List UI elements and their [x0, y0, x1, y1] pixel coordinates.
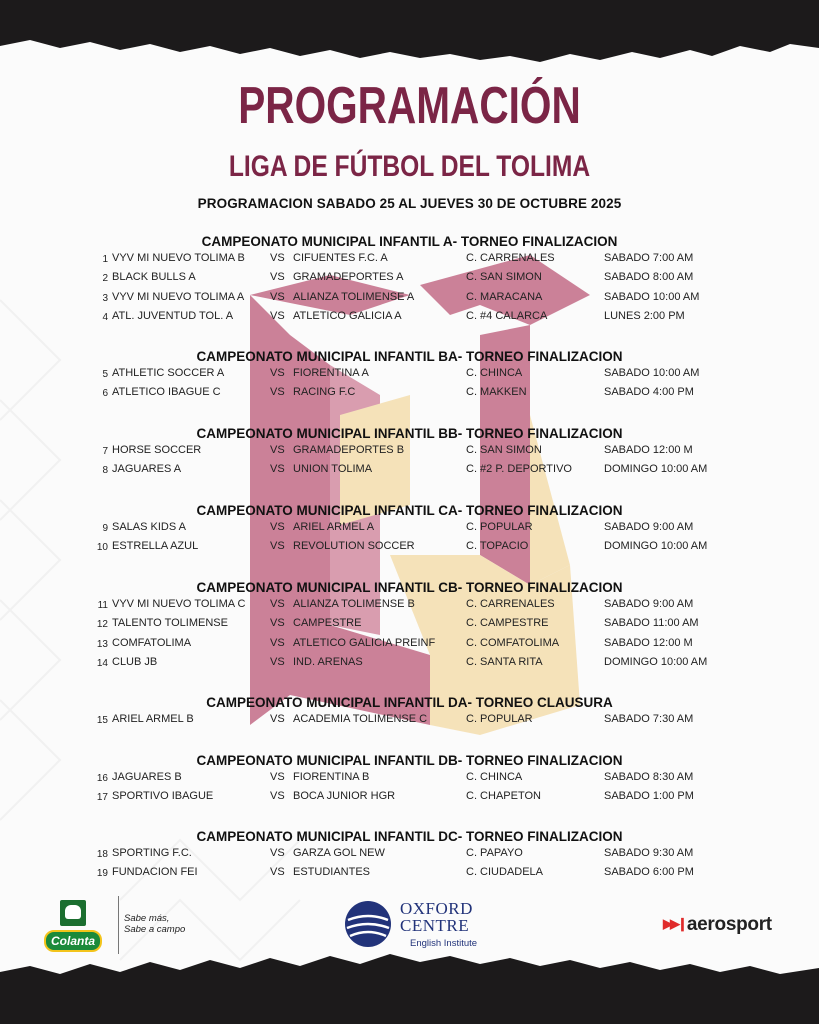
- venue: C. TOPACIO: [466, 540, 529, 553]
- match-time: SABADO 8:00 AM: [604, 271, 694, 284]
- home-team: VYV MI NUEVO TOLIMA C: [112, 598, 246, 610]
- venue: C. PAPAYO: [466, 847, 523, 859]
- colanta-slogan-line2: Sabe a campo: [124, 924, 186, 935]
- versus-label: VS: [270, 463, 285, 476]
- away-team: IND. ARENAS: [293, 655, 363, 668]
- venue: C. COMFATOLIMA: [466, 636, 560, 649]
- tournament-title: CAMPEONATO MUNICIPAL INFANTIL BB- TORNEO FINALIZACION: [196, 426, 623, 441]
- home-team: ATHLETIC SOCCER A: [112, 367, 225, 379]
- home-team: ESTRELLA AZUL: [112, 540, 199, 553]
- oxford-name-line1: OXFORD: [400, 899, 473, 918]
- match-number: 9: [102, 523, 108, 534]
- match-time: LUNES 2:00 PM: [604, 309, 685, 322]
- oxford-name: [400, 900, 473, 934]
- colanta-logo: [44, 900, 114, 954]
- colanta-wordmark: Colanta: [44, 930, 102, 952]
- match-row: [0, 790, 819, 809]
- versus-label: VS: [270, 290, 285, 303]
- home-team: JAGUARES A: [112, 463, 182, 476]
- match-row: [0, 386, 819, 405]
- tournament-title: CAMPEONATO MUNICIPAL INFANTIL CB- TORNEO FINALIZACION: [196, 580, 623, 595]
- versus-label: VS: [270, 444, 285, 456]
- aerosport-name: aerosport: [686, 914, 772, 935]
- versus-label: VS: [270, 790, 285, 803]
- match-number: 18: [96, 849, 108, 860]
- versus-label: VS: [270, 655, 285, 668]
- match-number: 15: [96, 715, 108, 726]
- venue: C. CHINCA: [466, 367, 523, 379]
- match-number: 6: [102, 388, 108, 400]
- versus-label: VS: [270, 617, 285, 630]
- cow-silhouette: [65, 905, 81, 919]
- colanta-slogan: [124, 913, 185, 935]
- versus-label: VS: [270, 367, 285, 379]
- match-time: SABADO 6:00 PM: [604, 866, 694, 879]
- match-number: 5: [102, 369, 108, 380]
- match-number: 12: [96, 619, 108, 631]
- tournament-title: CAMPEONATO MUNICIPAL INFANTIL CA- TORNEO FINALIZACION: [196, 503, 623, 518]
- match-row: [0, 617, 819, 636]
- match-time: SABADO 10:00 AM: [604, 367, 700, 379]
- oxford-name-line2: CENTRE: [400, 916, 470, 935]
- match-time: DOMINGO 10:00 AM: [604, 655, 708, 668]
- match-time: SABADO 1:00 PM: [604, 790, 694, 803]
- sponsor-divider: [118, 896, 119, 954]
- match-row: [0, 771, 819, 790]
- home-team: FUNDACION FEI: [112, 866, 198, 879]
- colanta-slogan-line1: Sabe más,: [124, 913, 170, 924]
- home-team: COMFATOLIMA: [112, 636, 192, 649]
- versus-label: VS: [270, 252, 285, 264]
- match-row: [0, 521, 819, 540]
- match-time: SABADO 9:00 AM: [604, 521, 694, 533]
- versus-label: VS: [270, 271, 285, 284]
- match-number: 1: [102, 254, 108, 265]
- away-team: ATLETICO GALICIA A: [293, 309, 402, 322]
- venue: C. SAN SIMON: [466, 271, 542, 284]
- venue: C. SANTA RITA: [466, 655, 543, 668]
- match-row: [0, 656, 819, 675]
- aerosport-logo: [663, 914, 772, 936]
- home-team: SPORTIVO IBAGUE: [112, 790, 214, 803]
- match-number: 3: [102, 292, 108, 304]
- match-row: [0, 444, 819, 463]
- away-team: ARIEL ARMEL A: [293, 521, 375, 533]
- match-row: [0, 637, 819, 656]
- match-row: [0, 598, 819, 617]
- venue: C. CARRENALES: [466, 598, 555, 610]
- match-row: [0, 291, 819, 310]
- league-name: LIGA DE FÚTBOL DEL TOLIMA: [228, 150, 591, 183]
- home-team: TALENTO TOLIMENSE: [112, 617, 228, 630]
- venue: C. #4 CALARCA: [466, 309, 548, 322]
- match-time: DOMINGO 10:00 AM: [604, 540, 708, 553]
- venue: C. CIUDADELA: [466, 866, 544, 879]
- match-time: SABADO 11:00 AM: [604, 617, 699, 630]
- tournament-title: CAMPEONATO MUNICIPAL INFANTIL DB- TORNEO FINALIZACION: [196, 753, 623, 768]
- fast-forward-icon: ▶▶❙: [663, 916, 685, 931]
- match-row: [0, 252, 819, 271]
- venue: C. CAMPESTRE: [466, 617, 549, 630]
- away-team: UNION TOLIMA: [293, 463, 373, 476]
- home-team: SPORTING F.C.: [112, 847, 192, 859]
- match-time: SABADO 7:30 AM: [604, 713, 694, 725]
- versus-label: VS: [270, 598, 285, 610]
- venue: C. MAKKEN: [466, 386, 527, 399]
- versus-label: VS: [270, 866, 285, 879]
- away-team: ACADEMIA TOLIMENSE C: [293, 713, 428, 725]
- match-row: [0, 847, 819, 866]
- versus-label: VS: [270, 636, 285, 649]
- torn-paper-top: [0, 0, 819, 80]
- away-team: BOCA JUNIOR HGR: [293, 790, 396, 803]
- match-number: 2: [102, 273, 108, 285]
- away-team: ESTUDIANTES: [293, 866, 371, 879]
- venue: C. CHINCA: [466, 771, 523, 783]
- match-row: [0, 463, 819, 482]
- away-team: GRAMADEPORTES A: [293, 271, 404, 284]
- match-number: 16: [96, 773, 108, 784]
- match-time: SABADO 12:00 M: [604, 444, 693, 456]
- venue: C. POPULAR: [466, 521, 533, 533]
- home-team: BLACK BULLS A: [112, 271, 196, 284]
- globe-icon: [344, 900, 392, 948]
- match-time: SABADO 9:30 AM: [604, 847, 694, 859]
- match-number: 4: [102, 311, 108, 323]
- away-team: CAMPESTRE: [293, 617, 362, 630]
- home-team: VYV MI NUEVO TOLIMA A: [112, 290, 245, 303]
- home-team: ATL. JUVENTUD TOL. A: [112, 309, 234, 322]
- match-time: SABADO 9:00 AM: [604, 598, 694, 610]
- match-time: SABADO 4:00 PM: [604, 386, 694, 399]
- venue: C. #2 P. DEPORTIVO: [466, 463, 572, 476]
- versus-label: VS: [270, 540, 285, 553]
- tournament-title: CAMPEONATO MUNICIPAL INFANTIL DC- TORNEO FINALIZACION: [196, 829, 623, 844]
- date-range: PROGRAMACION SABADO 25 AL JUEVES 30 DE OCTUBRE 2025: [197, 196, 622, 211]
- tournament-title: CAMPEONATO MUNICIPAL INFANTIL BA- TORNEO FINALIZACION: [196, 349, 623, 364]
- match-number: 10: [96, 542, 108, 554]
- match-row: [0, 271, 819, 290]
- away-team: GRAMADEPORTES B: [293, 444, 405, 456]
- page-title: PROGRAMACIÓN: [238, 77, 581, 135]
- home-team: JAGUARES B: [112, 771, 182, 783]
- versus-label: VS: [270, 771, 285, 783]
- match-time: SABADO 8:30 AM: [604, 771, 694, 783]
- away-team: ALIANZA TOLIMENSE A: [293, 290, 415, 303]
- match-row: [0, 866, 819, 885]
- away-team: GARZA GOL NEW: [293, 847, 385, 859]
- match-row: [0, 540, 819, 559]
- home-team: VYV MI NUEVO TOLIMA B: [112, 252, 245, 264]
- match-number: 7: [102, 446, 108, 457]
- oxford-subtitle: English Institute: [410, 938, 478, 949]
- match-number: 14: [96, 657, 108, 669]
- match-time: SABADO 10:00 AM: [604, 290, 700, 303]
- home-team: HORSE SOCCER: [112, 444, 202, 456]
- away-team: CIFUENTES F.C. A: [293, 252, 388, 264]
- home-team: ATLETICO IBAGUE C: [112, 386, 221, 399]
- venue: C. CARRENALES: [466, 252, 555, 264]
- venue: C. POPULAR: [466, 713, 533, 725]
- match-time: SABADO 12:00 M: [604, 636, 693, 649]
- venue: C. CHAPETON: [466, 790, 541, 803]
- match-number: 8: [102, 465, 108, 477]
- tournament-title: CAMPEONATO MUNICIPAL INFANTIL A- TORNEO FINALIZACION: [201, 234, 618, 249]
- away-team: ATLETICO GALICIA PREINF: [293, 636, 436, 649]
- home-team: SALAS KIDS A: [112, 521, 186, 533]
- away-team: FIORENTINA B: [293, 771, 370, 783]
- torn-paper-bottom: [0, 950, 819, 1024]
- match-time: SABADO 7:00 AM: [604, 252, 694, 264]
- venue: C. MARACANA: [466, 290, 543, 303]
- versus-label: VS: [270, 309, 285, 322]
- match-number: 17: [96, 792, 108, 804]
- match-number: 11: [97, 600, 108, 611]
- away-team: REVOLUTION SOCCER: [293, 540, 415, 553]
- away-team: RACING F.C: [293, 386, 356, 399]
- match-row: [0, 367, 819, 386]
- match-row: [0, 713, 819, 732]
- versus-label: VS: [270, 386, 285, 399]
- match-time: DOMINGO 10:00 AM: [604, 463, 708, 476]
- home-team: ARIEL ARMEL B: [112, 713, 194, 725]
- match-row: [0, 310, 819, 329]
- away-team: FIORENTINA A: [293, 367, 369, 379]
- match-number: 13: [96, 638, 108, 650]
- versus-label: VS: [270, 847, 285, 859]
- versus-label: VS: [270, 521, 285, 533]
- venue: C. SAN SIMON: [466, 444, 542, 456]
- tournament-title: CAMPEONATO MUNICIPAL INFANTIL DA- TORNEO CLAUSURA: [206, 695, 613, 710]
- versus-label: VS: [270, 713, 285, 725]
- home-team: CLUB JB: [112, 655, 158, 668]
- match-number: 19: [96, 868, 108, 880]
- away-team: ALIANZA TOLIMENSE B: [293, 598, 415, 610]
